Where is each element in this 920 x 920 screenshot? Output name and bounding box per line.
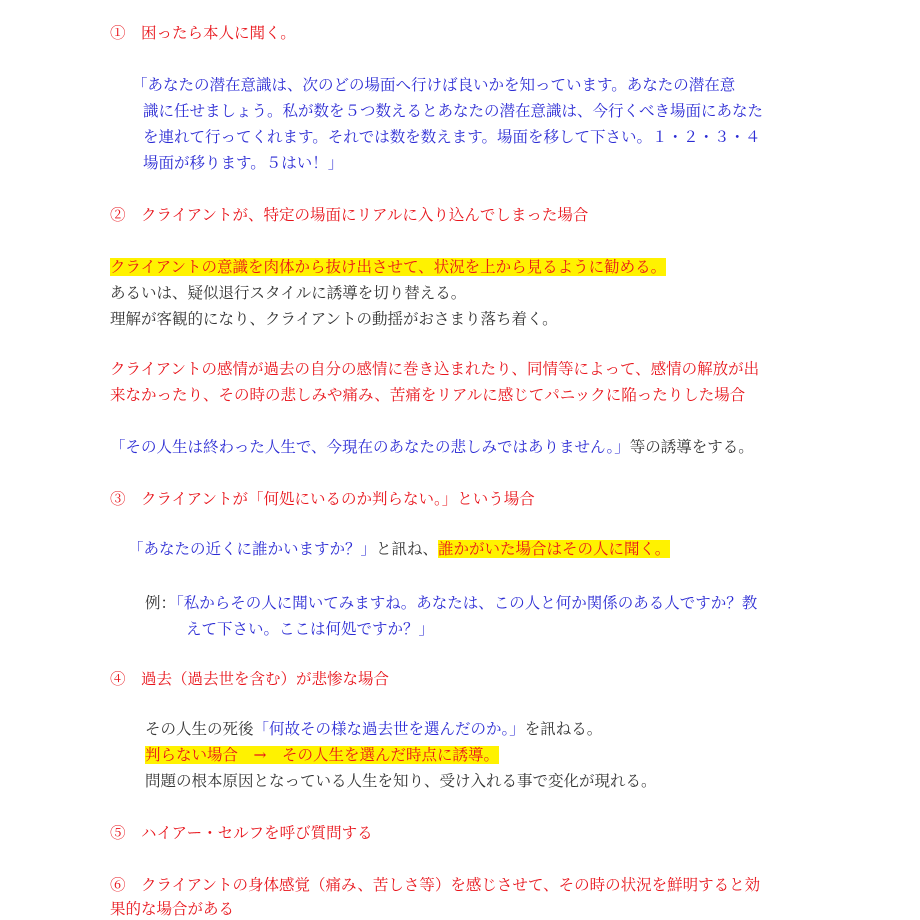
section-2-red-paragraph-line: 来なかったり、その時の悲しみや痛み、苦痛をリアルに感じてパニックに陥ったりした場合 (110, 386, 746, 404)
section-4-line-3: 問題の根本原因となっている人生を知り、受け入れる事で変化が現れる。 (145, 772, 657, 790)
section-4-quote: 「何故その様な過去世を選んだのか。」 (253, 720, 525, 738)
section-4-highlight: 判らない場合 → その人生を選んだ時点に誘導。 (145, 746, 499, 764)
section-6-heading-line: 果的な場合がある (110, 900, 235, 918)
section-2-quote-line (110, 436, 754, 458)
section-3-ask-highlight: 誰かがいた場合はその人に聞く。 (438, 540, 671, 558)
section-1-quote-line: 識に任せましょう。私が数を５つ数えるとあなたの潜在意識は、今行くべき場面にあなた (143, 102, 764, 120)
section-2-quote: 「その人生は終わった人生で、今現在のあなたの悲しみではありません。」 (110, 438, 630, 456)
section-3-example-line (145, 592, 757, 614)
section-3-ask-mid: と訊ね、 (376, 540, 439, 558)
section-1-quote-line: 「あなたの潜在意識は、次のどの場面へ行けば良いかを知っています。あなたの潜在意 (132, 76, 736, 94)
section-1-heading: ① 困ったら本人に聞く。 (110, 24, 296, 42)
section-3-example-line-2: えて下さい。ここは何処ですか？」 (186, 620, 435, 638)
section-4-post: を訊ねる。 (524, 720, 603, 738)
section-3-ask-line (128, 538, 670, 560)
section-4-pre: その人生の死後 (145, 720, 254, 738)
section-6-heading-line: ⑥ クライアントの身体感覚（痛み、苦しさ等）を感じさせて、その時の状況を鮮明すると効 (110, 876, 761, 894)
section-4-line-1 (145, 718, 602, 740)
section-2-highlight (110, 256, 666, 278)
section-2-red-paragraph-line: クライアントの感情が過去の自分の感情に巻き込まれたり、同情等によって、感情の解放が出 (110, 360, 760, 378)
section-3-heading: ③ クライアントが「何処にいるのか判らない。」という場合 (110, 490, 535, 508)
section-2-line: 理解が客観的になり、クライアントの動揺がおさまり落ち着く。 (110, 310, 558, 328)
section-4-heading: ④ 過去（過去世を含む）が悲惨な場合 (110, 670, 390, 688)
section-3-ask-quote: 「あなたの近くに誰かいますか？」 (128, 540, 377, 558)
section-1-quote-line: 場面が移ります。５はい！」 (143, 154, 344, 172)
section-4-line-2 (145, 744, 499, 766)
section-1-quote-line: を連れて行ってくれます。それでは数を数えます。場面を移して下さい。１・２・３・４ (143, 128, 761, 146)
example-quote: 「私からその人に聞いてみますね。あなたは、この人と何か関係のある人ですか？教 (176, 594, 758, 612)
highlighted-text: クライアントの意識を肉体から抜け出させて、状況を上から見るように勧める。 (110, 258, 667, 276)
example-label: 例： (145, 594, 177, 612)
section-5-heading: ⑤ ハイアー・セルフを呼び質問する (110, 824, 373, 842)
section-2-heading: ② クライアントが、特定の場面にリアルに入り込んでしまった場合 (110, 206, 589, 224)
section-2-quote-tail: 等の誘導をする。 (629, 438, 754, 456)
section-2-line: あるいは、疑似退行スタイルに誘導を切り替える。 (110, 284, 467, 302)
